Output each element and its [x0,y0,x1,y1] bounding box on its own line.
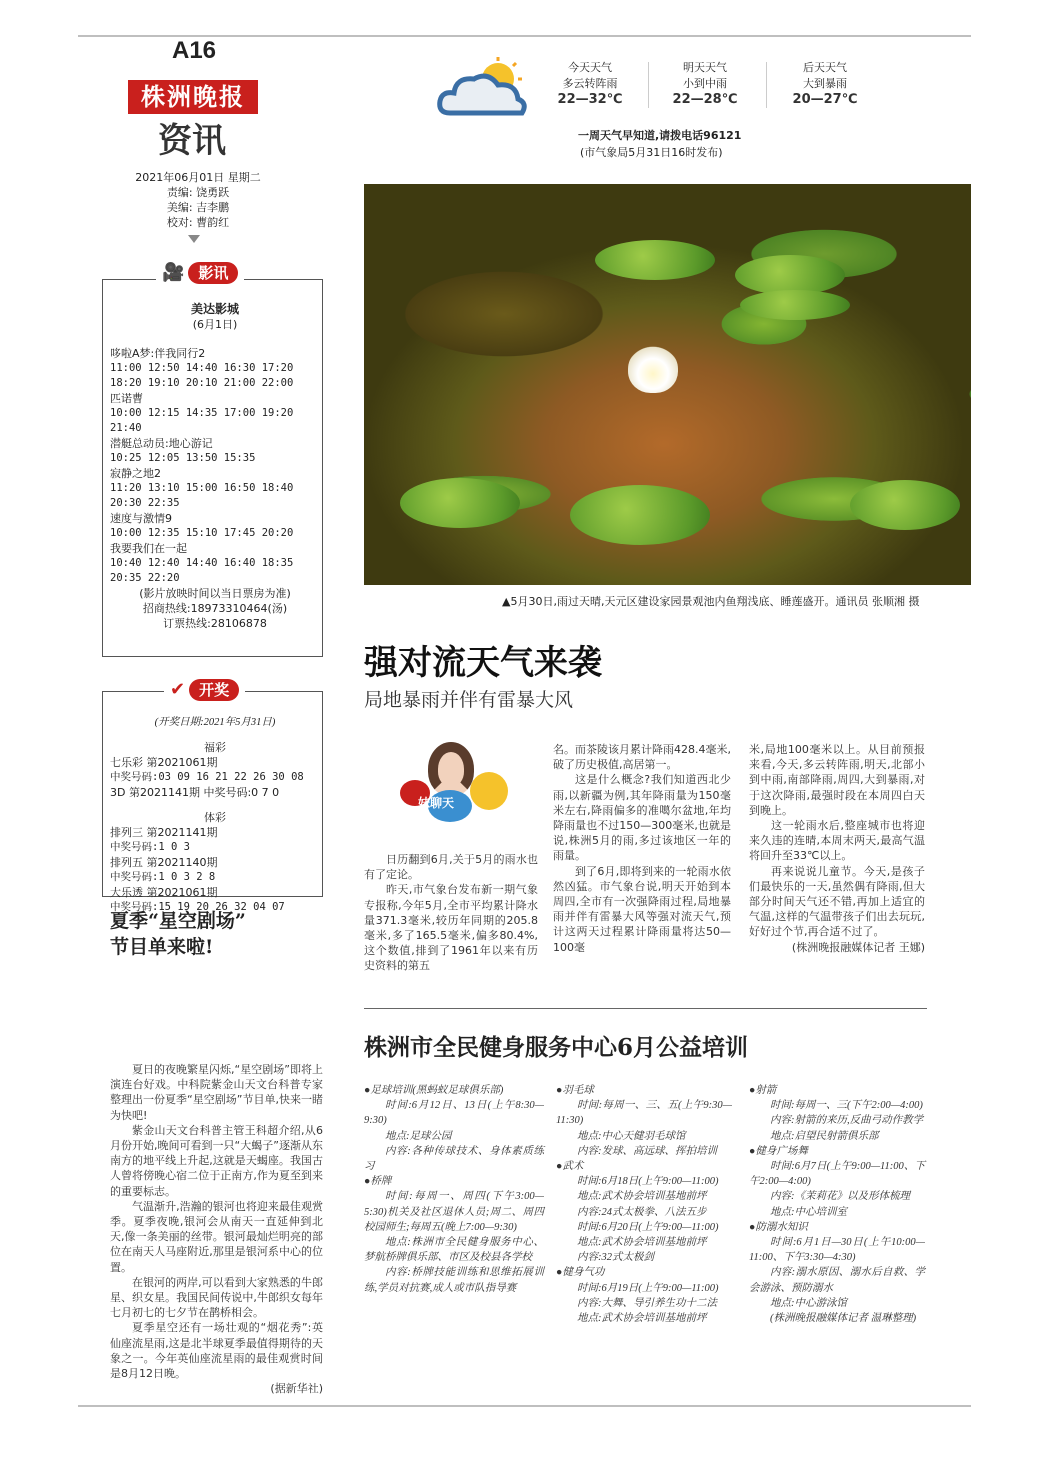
showtimes: 20:35 22:20 [110,572,180,584]
issue-meta [128,170,268,230]
weather-after-tomorrow: 后天天气 大到暴雨 20—27℃ [792,61,858,107]
cinema-date: (6月1日) [192,318,238,331]
weather-source: (市气象局5月31日16时发布) [580,146,723,159]
lily-pad [740,290,850,320]
newspaper-logo: 株洲晚报 [128,80,258,114]
cinema-listing [110,302,320,631]
weather-divider [766,62,767,108]
film-title: 哆啦A梦:伴我同行2 [110,347,206,360]
film-title: 寂静之地2 [110,467,161,480]
bottom-rule [78,1405,971,1407]
story-column-2: 名。而茶陵该月累计降雨428.4毫米,破了历史极值,高居第一。 这是什么概念?我们知道西北少雨,以新疆为例,其年降雨量为150毫米左右,降雨偏多的准噶尔盆地,年均降雨量也不过150—300毫米,也就是说,株洲5月的雨,多过该地区一年的雨量。 到了6月,即将到来的一轮雨水依然凶猛。市气象台说,明天开始到本周四,全市有一次强降雨过程,局地暴雨并伴有雷暴大风等强对流天气,预计这两天过程累计降雨量将达50—100毫 [553,743,731,954]
showtimes: 10:00 12:15 14:35 17:00 19:20 [110,407,294,419]
lily-pad [850,480,960,530]
section-title: 资讯 [158,121,226,161]
story-column-3: 米,局地100毫米以上。从目前预报来看,今天,多云转阵雨,明天,北部小到中雨,南部降雨,周四,大到暴雨,对于这次降雨,最强时段在本周四白天到晚上。 这一轮雨水后,整座城市也将迎来久违的连晴,本周末两天,最高气温将回升至33℃以上。 再来说说儿童节。今天,是孩子们最快乐的一天,虽然偶有降雨,但大部分时间天气还不错,再加上适宜的气温,这样的气温带孩子们出去玩玩,好好过个节,再合适不过了。 (株洲晚报融媒体记者 王娜) [749,743,925,954]
weather-tomorrow: 明天天气 小到中雨 22—28℃ [672,61,738,107]
lily-pad [400,478,520,528]
lottery-sports-heading: 体彩 [204,811,226,824]
down-triangle-icon [188,235,200,243]
film-title: 速度与激情9 [110,512,172,525]
fitness-column-2: ●羽毛球 时间:每周一、三、五(上午9:30—11:30) 地点:中心天健羽毛球馆 内容:发球、高远球、挥拍培训 ●武术 时间:6月18日(上午9:00—11:00) 地点:武术协会培训基地前坪 内容:24式太极拳、八法五步 时间:6月20日(上午9:00—11:00) 地点:武术协会培训基地前坪 内容:32式太极剑 ●健身气功 时间:6月19日(上午9:00—11:00) 内容:大舞、导引养生功十二法 地点:武术协会培训基地前坪 [556,1085,732,1325]
showtimes: 10:00 12:35 15:10 17:45 20:20 [110,527,294,539]
lottery-welfare-heading: 福彩 [204,741,226,754]
issue-date: 2021年06月01日 星期二 [135,171,261,184]
story-column-1: 日历翻到6月,关于5月的雨水也有了定论。 昨天,市气象台发布新一期气象专报称,今年5月,全市平均累计降水量371.3毫米,较历年同期的205.8毫米,多了165.5毫米,偏多80.4%,这个数值,排到了1961年以来有历史资料的第五 [364,853,538,973]
lily-pad [595,240,715,280]
weather-today: 今天天气 多云转阵雨 22—32℃ [557,61,623,107]
editor-credit: 责编: 饶勇跃 [166,186,230,199]
column-logo [408,742,526,828]
showtimes: 21:40 [110,422,142,434]
sun-icon [470,772,508,810]
lily-pad [570,485,710,545]
showtimes: 18:20 19:10 20:10 21:00 22:00 [110,377,294,389]
cinema-name: 美达影城 [190,302,239,316]
weather-divider [648,62,649,108]
cinema-hotline: 招商热线:18973310464(汤) [142,602,288,615]
showtimes: 20:30 22:35 [110,497,180,509]
film-title: 我要我们在一起 [110,542,187,555]
starry-body: 夏日的夜晚繁星闪烁,“星空剧场”即将上演连台好戏。中科院紫金山天文台科普专家整理出一份夏季“星空剧场”节目单,快来一睹为快吧! 紫金山天文台科普主管王科超介绍,从6月份开始,晚间可看到一只“大蝎子”逐渐从东南方的地平线上升起,这就是天蝎座。我国古人曾将傍晚心宿二位于正南方,作为夏至到来的重要标志。 气温渐升,浩瀚的银河也将迎来最佳观赏季。夏季夜晚,银河会从南天一直延伸到北天,像一条美丽的丝带。银河最灿烂明亮的部位在南天人马座附近,那里是银河系中心的位置。 在银河的两岸,可以看到大家熟悉的牛郎星、织女星。我国民间传说中,牛郎织女每年七月初七的七夕节在鹊桥相会。 夏季星空还有一场壮观的“烟花秀”:英仙座流星雨,这是北半球夏季最值得期待的天象之一。今年英仙座流星雨的最佳观赏时间是8月12日晚。 (据新华社) [110,1063,323,1396]
showtimes: 11:20 13:10 15:00 16:50 18:40 [110,482,294,494]
section-divider [364,1008,927,1009]
cloud-sun-icon [436,55,532,125]
cinema-hotline: 订票热线:28106878 [163,617,267,630]
checkmark-icon: ✔ [170,679,186,700]
lottery-results: (开奖日期:2021年5月31日) 福彩 七乐彩 第2021061期 中奖号码:03 09 16 21 22 26 30 08 3D 第2021141期 中奖号码:0 7 0 体彩 排列三 第2021141期 中奖号码:1 0 3 排列五 第2021140期 中奖号码:1 0 3 2 8 大乐透 第2021061期 中奖号码:15 19 20 26 32 04 07 [110,715,320,915]
story-headline: 强对流天气来袭 [364,643,602,683]
cinema-tag: 🎥 影讯 [156,262,244,284]
designer-credit: 美编: 吉李鹏 [166,201,230,214]
showtimes: 11:00 12:50 14:40 16:30 17:20 [110,362,294,374]
fitness-column-1: ●足球培训(黑蚂蚁足球俱乐部) 时间:6月12日、13日(上午8:30—9:30) 地点:足球公园 内容:各种传球技术、身体素质练习 ●桥牌 时间:每周一、周四(下午3:00—5:30)机关及社区退休人员;周二、周四校园师生;每周五(晚上7:00—9:30) 地点:株洲市全民健身服务中心、梦航桥牌俱乐部、市区及校县各学校 内容:桥牌技能训练和思维拓展训练,学员对抗赛,成人或市队指导赛 [364,1085,544,1294]
lily-pad [735,255,845,295]
story-subhead: 局地暴雨并伴有雷暴大风 [364,689,574,711]
fitness-column-3: ●射箭 时间:每周一、三(下午2:00—4:00) 内容:射箭的来历,反曲弓动作教学 地点:启望民射箭俱乐部 ●健身广场舞 时间:6月7日(上午9:00—11:00、下午2:00—4:00) 内容:《茉莉花》以及形体梳理 地点:中心培训室 ●防溺水知识 时间:6月1日—30日(上午10:00—11:00、下午3:30—4:30) 内容:溺水原因、溺水后自救、学会游泳、预防溺水 地点:中心游泳馆 (株洲晚报融媒体记者 温琳整理) [749,1085,925,1325]
column-logo-text: 妹聊天 [418,796,455,810]
weather-hotline: 一周天气早知道,请拨电话96121 [578,129,742,142]
proof-credit: 校对: 曹韵红 [166,216,230,229]
film-camera-icon: 🎥 [162,262,185,283]
cinema-note: (影片放映时间以当日票房为准) [139,587,291,600]
reporter-avatar [428,742,474,796]
showtimes: 10:40 12:40 14:40 16:40 18:35 [110,557,294,569]
starry-title: 夏季“星空剧场” 节目单来啦! [110,910,246,958]
fitness-headline: 株洲市全民健身服务中心6月公益培训 [364,1034,749,1061]
film-title: 匹诺曹 [110,392,143,405]
film-title: 潜艇总动员:地心游记 [110,437,213,450]
water-lily-flower [628,345,678,393]
showtimes: 10:25 12:05 13:50 15:35 [110,452,256,464]
page-number: A16 [172,37,217,64]
photo-caption: ▲5月30日,雨过天晴,天元区建设家园景观池内鱼翔浅底、睡莲盛开。通讯员 张顺湘 摄 [502,595,920,608]
lottery-date: (开奖日期:2021年5月31日) [154,717,276,728]
lottery-tag: ✔ 开奖 [164,679,245,701]
